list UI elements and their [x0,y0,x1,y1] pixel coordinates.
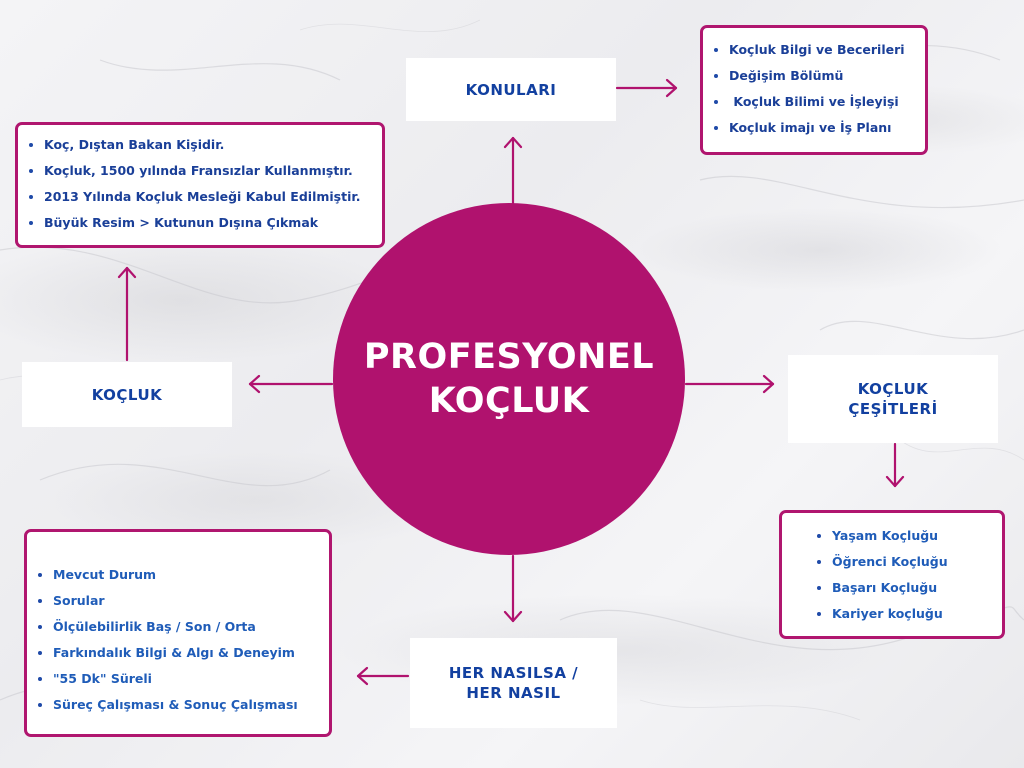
list-item: Koçluk Bilgi ve Becerileri [707,37,919,63]
node-her-nasilsa-label: HER NASILSA / HER NASIL [448,664,579,702]
node-kocluk-cesitleri-label: KOÇLUK ÇEŞİTLERİ [848,380,938,418]
arrow-konulari-to-list [617,80,676,96]
node-kocluk-label: KOÇLUK [91,385,163,404]
arrow-to-kocluk [250,376,332,392]
list-item: Ölçülebilirlik Baş / Son / Orta [31,614,325,640]
list-item: Kariyer koçluğu [810,601,996,627]
center-circle [333,203,685,555]
node-kocluk [22,362,232,427]
arrow-to-cesitleri [686,376,773,392]
list-item: Büyük Resim > Kutunun Dışına Çıkmak [22,210,378,236]
node-kocluk-cesitleri [788,355,998,443]
node-konulari-label: KONULARI [465,80,557,99]
list-item: Koçluk Bilimi ve İşleyişi [707,89,919,115]
node-her-nasilsa [410,638,617,728]
list-kocluk [15,122,385,248]
list-item: Farkındalık Bilgi & Algı & Deneyim [31,640,325,666]
center-title: PROFESYONEL KOÇLUK [363,337,655,421]
node-konulari [406,58,616,121]
arrow-her-nasil-to-list [358,668,408,684]
arrow-kocluk-to-list [119,268,135,360]
list-kocluk-cesitleri [779,510,1005,639]
list-item: Koçluk, 1500 yılında Fransızlar Kullanmıştır. [22,158,378,184]
list-item: Öğrenci Koçluğu [810,549,996,575]
list-item: Koç, Dıştan Bakan Kişidir. [22,132,378,158]
arrow-to-konulari [505,138,521,204]
list-item: Sorular [31,588,325,614]
arrow-to-her-nasil [505,556,521,621]
list-item: 2013 Yılında Koçluk Mesleği Kabul Edilmiştir. [22,184,378,210]
list-item: Mevcut Durum [31,562,325,588]
list-konulari [700,25,928,155]
arrow-cesitleri-to-list [887,444,903,486]
list-item: Süreç Çalışması & Sonuç Çalışması [31,692,325,718]
list-item: "55 Dk" Süreli [31,666,325,692]
list-item: Değişim Bölümü [707,63,919,89]
list-item: Koçluk imajı ve İş Planı [707,115,919,141]
list-item: Yaşam Koçluğu [810,523,996,549]
list-item: Başarı Koçluğu [810,575,996,601]
list-her-nasil [24,529,332,737]
